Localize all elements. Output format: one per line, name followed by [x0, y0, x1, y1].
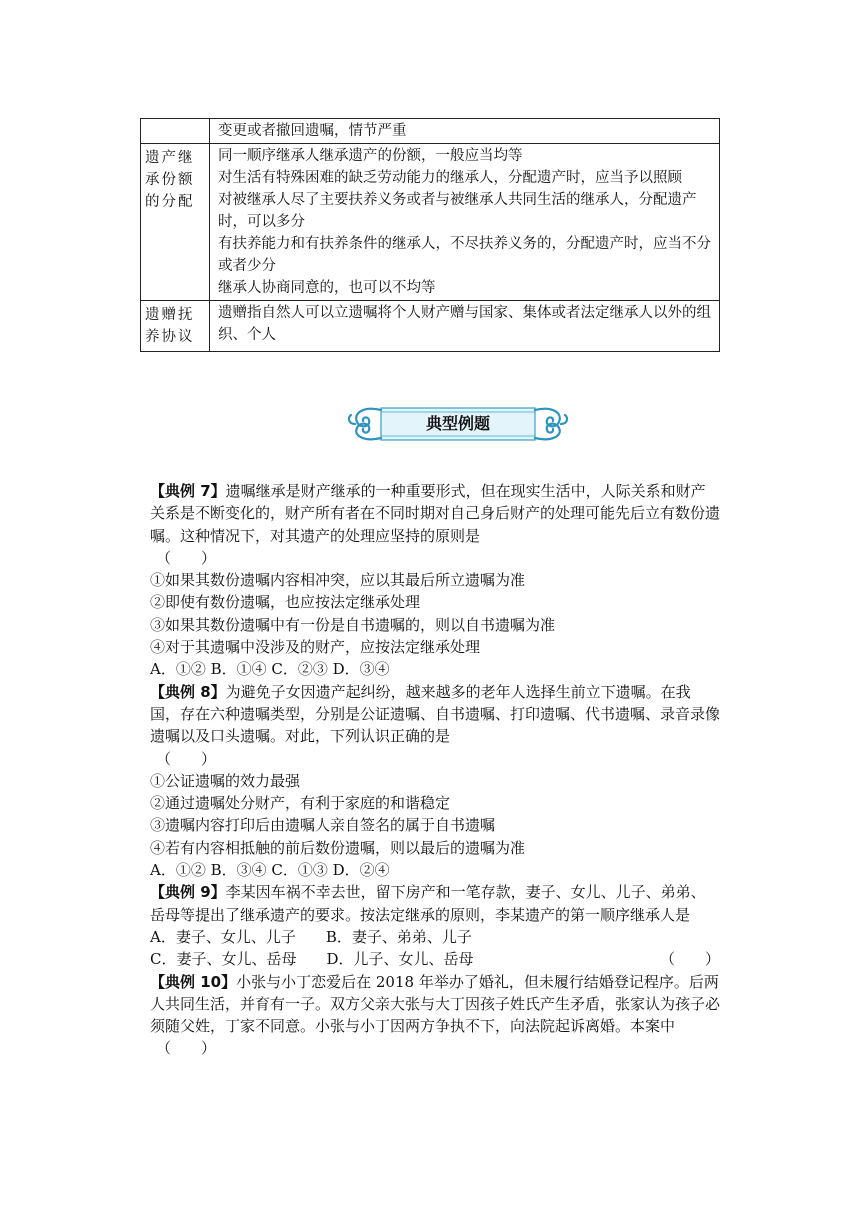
option-item: ①公证遗嘱的效力最强: [150, 771, 301, 790]
row-line: 对生活有特殊困难的缺乏劳动能力的继承人，分配遗产时，应当予以照顾: [218, 170, 682, 186]
example-tag: 【典例 7】: [150, 482, 226, 500]
row-content: [210, 144, 720, 301]
example-10: [150, 971, 720, 1060]
option-item: ①如果其数份遗嘱内容相冲突，应以其最后所立遗嘱为准: [150, 571, 526, 590]
inheritance-table: [140, 118, 720, 352]
option-item: ②即使有数份遗嘱，也应按法定继承处理: [150, 593, 421, 612]
answer-blank: （ ）: [156, 749, 217, 768]
option-item: ③如果其数份遗嘱中有一份是自书遗嘱的，则以自书遗嘱为准: [150, 615, 556, 634]
answer-blank: （ ）: [156, 1039, 217, 1058]
section-banner: [343, 400, 573, 448]
option-item: ④对于其遗嘱中没涉及的财产，应按法定继承处理: [150, 638, 481, 657]
row-label: 遗赠抚养协议: [141, 301, 210, 352]
row-label: 遗产继承份额的分配: [141, 144, 210, 301]
answer-blank: （ ）: [156, 548, 217, 567]
example-8: [150, 681, 720, 882]
table-row: [141, 144, 720, 301]
answer-choices: C．妻子、女儿、岳母 D．儿子、女儿、岳母: [150, 950, 474, 969]
row-line: 继承人协商同意的，也可以不均等: [218, 280, 436, 296]
choices-row: [150, 948, 720, 970]
examples-section: [150, 480, 720, 1060]
option-item: ③遗嘱内容打印后由遗嘱人亲自签名的属于自书遗嘱: [150, 816, 496, 835]
example-text: 李某因车祸不幸去世，留下房产和一笔存款，妻子、女儿、儿子、弟弟、岳母等提出了继承遗产的要求。按法定继承的原则，李某遗产的第一顺序继承人是 A．妻子、女儿、儿子 B．妻子、弟弟、儿子: [150, 883, 706, 946]
row-label: [141, 119, 210, 144]
banner-title: 典型例题: [425, 414, 490, 433]
row-line: 同一顺序继承人继承遗产的份额，一般应当均等: [218, 148, 523, 164]
row-line: 有扶养能力和有扶养条件的继承人，不尽扶养义务的，分配遗产时，应当不分或者少分: [218, 236, 711, 274]
table-row: [141, 301, 720, 352]
answer-blank: （ ）: [659, 950, 720, 969]
option-item: ②通过遗嘱处分财产，有利于家庭的和谐稳定: [150, 794, 451, 813]
example-7: [150, 480, 720, 681]
example-9: [150, 881, 720, 970]
answer-choices: A．①② B．①④ C．②③ D．③④: [150, 660, 390, 679]
example-tag: 【典例 9】: [150, 883, 226, 902]
table-row: [141, 119, 720, 144]
row-content: [210, 301, 720, 352]
example-text: 小张与小丁恋爱后在 2018 年举办了婚礼，但未履行结婚登记程序。后两人共同生活，并育有一子。双方父亲大张与大丁因孩子姓氏产生矛盾，张家认为孩子必须随父姓，丁家不同意。小张与小丁因两方争执不下，向法院起诉离婚。本案中: [150, 972, 721, 1036]
example-text: 为避免子女因遗产起纠纷，越来越多的老年人选择生前立下遗嘱。在我国，存在六种遗嘱类型，分别是公证遗嘱、自书遗嘱、打印遗嘱、代书遗嘱、录音录像遗嘱以及口头遗嘱。对此，下列认识正确的是: [150, 682, 721, 746]
answer-choices: A．①② B．③④ C．①③ D．②④: [150, 861, 390, 880]
option-item: ④若有内容相抵触的前后数份遗嘱，则以最后的遗嘱为准: [150, 838, 526, 857]
row-line: 对被继承人尽了主要扶养义务或者与被继承人共同生活的继承人，分配遗产时，可以多分: [218, 192, 697, 230]
example-text: 遗嘱继承是财产继承的一种重要形式，但在现实生活中，人际关系和财产关系是不断变化的，财产所有者在不同时期对自己身后财产的处理可能先后立有数份遗嘱。这种情况下，对其遗产的处理应坚持的原则是: [150, 482, 721, 545]
row-line: 遗赠指自然人可以立遗嘱将个人财产赠与国家、集体或者法定继承人以外的组织、个人: [218, 305, 711, 343]
example-tag: 【典例 8】: [150, 682, 226, 701]
row-content: [210, 119, 720, 144]
row-line: 变更或者撤回遗嘱，情节严重: [218, 123, 407, 139]
example-tag: 【典例 10】: [150, 972, 237, 991]
